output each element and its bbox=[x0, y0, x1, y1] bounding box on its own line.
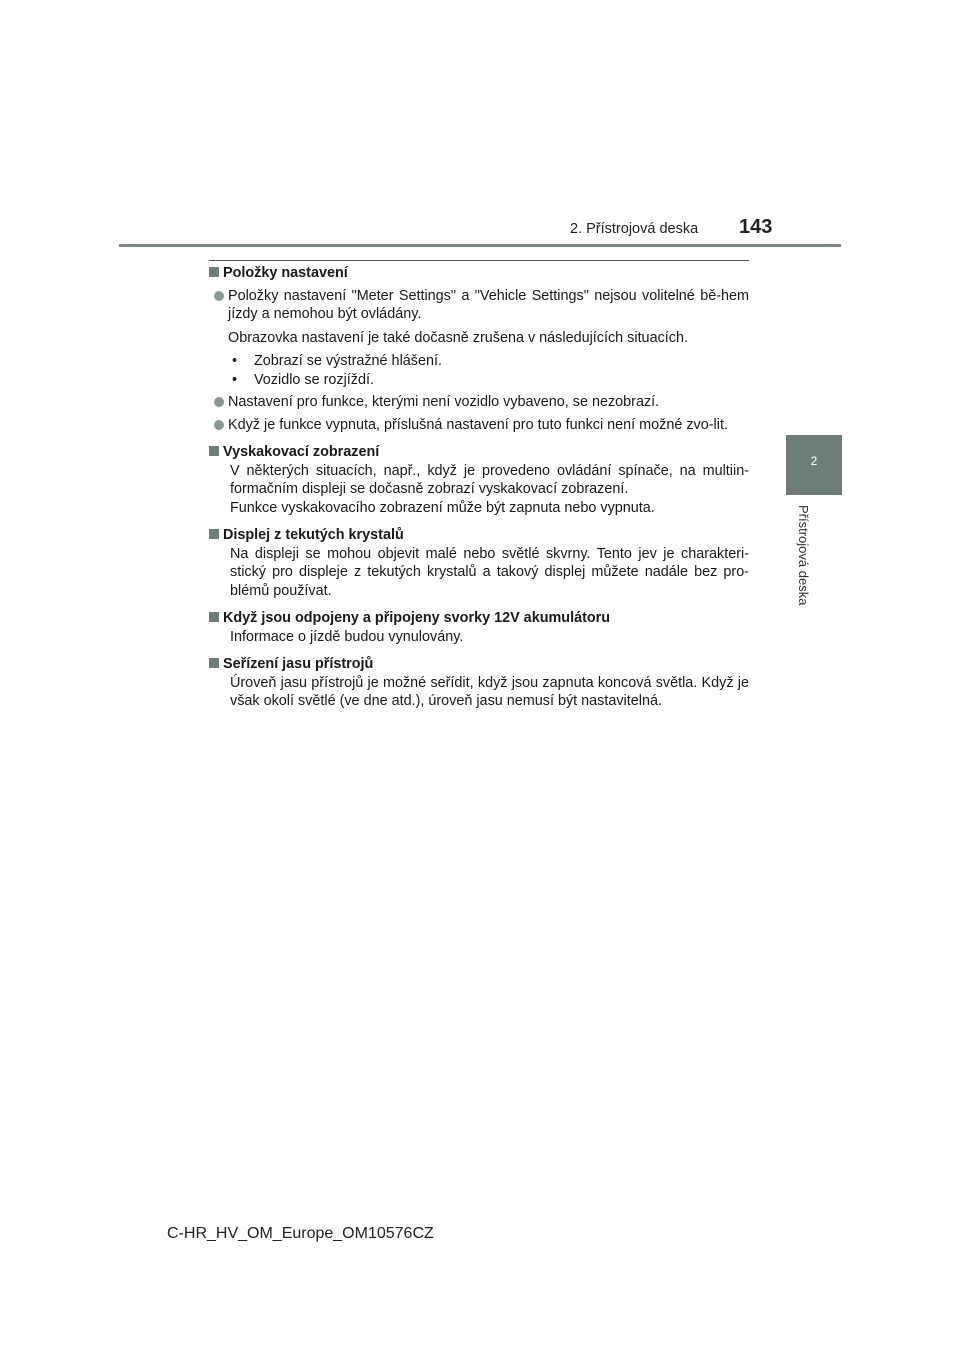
page-content bbox=[209, 264, 749, 711]
circle-bullet-icon bbox=[214, 397, 224, 407]
section-settings-items bbox=[209, 264, 749, 434]
section-title-text: Položky nastavení bbox=[223, 265, 348, 281]
header-rule bbox=[119, 244, 841, 247]
circle-bullet-icon bbox=[214, 420, 224, 430]
bullet-text: Když je funkce vypnuta, příslušná nastavení pro tuto funkci není možné zvo-lit. bbox=[228, 416, 728, 433]
section-paragraph: Funkce vyskakovacího zobrazení může být zapnuta nebo vypnuta. bbox=[230, 499, 655, 516]
section-title bbox=[209, 655, 749, 674]
section-title-text: Seřízení jasu přístrojů bbox=[223, 656, 374, 672]
section-title bbox=[209, 264, 749, 283]
square-marker-icon bbox=[209, 612, 219, 622]
page-number: 143 bbox=[739, 216, 773, 238]
bullet-item bbox=[209, 287, 749, 348]
section-title-text: Vyskakovací zobrazení bbox=[223, 444, 380, 460]
section-title bbox=[209, 526, 749, 545]
bullet-text: Položky nastavení "Meter Settings" a "Vehicle Settings" nejsou volitelné bě-hem jízdy a nemohou být ovládány. bbox=[228, 287, 749, 322]
square-marker-icon bbox=[209, 446, 219, 456]
bullet-item bbox=[209, 416, 749, 435]
section-title-text: Displej z tekutých krystalů bbox=[223, 527, 404, 543]
running-header-section: 2. Přístrojová deska bbox=[570, 221, 699, 237]
section-paragraph: Úroveň jasu přístrojů je možné seřídit, když jsou zapnuta koncová světla. Když je však okolí světlé (ve dne atd.), úroveň jasu nemusí být nastavitelná. bbox=[230, 674, 749, 709]
bullet-text: Nastavení pro funkce, kterými není vozidlo vybaveno, se nezobrazí. bbox=[228, 394, 660, 410]
square-marker-icon bbox=[209, 267, 219, 277]
square-marker-icon bbox=[209, 529, 219, 539]
section-paragraph: V některých situacích, např., když je provedeno ovládání spínače, na multiin-formačním displeji se dočasně zobrazí vyskakovací zobrazení. bbox=[230, 462, 749, 497]
dot-bullet-icon: • bbox=[232, 353, 238, 369]
list-item: • Vozidlo se rozjíždí. bbox=[232, 371, 374, 388]
document-code: C-HR_HV_OM_Europe_OM10576CZ bbox=[167, 1225, 434, 1242]
list-item: • Zobrazí se výstražné hlášení. bbox=[232, 353, 442, 369]
section-battery-terminals bbox=[209, 609, 749, 646]
section-brightness bbox=[209, 655, 749, 711]
chapter-tab-strip bbox=[786, 495, 842, 625]
chapter-tab-number: 2 bbox=[810, 454, 818, 468]
section-lcd-display bbox=[209, 526, 749, 600]
chapter-tab[interactable] bbox=[786, 435, 842, 495]
situation-list bbox=[230, 352, 749, 389]
section-title bbox=[209, 443, 749, 462]
section-popup-display bbox=[209, 443, 749, 517]
section-paragraph: Na displeji se mohou objevit malé nebo světlé skvrny. Tento jev je charakteri-stický pro displeje z tekutých krystalů a takový displej můžete nadále bez pro-blémů používat. bbox=[230, 545, 749, 599]
chapter-tab-label: Přístrojová deska bbox=[796, 505, 811, 606]
section-title-text: Když jsou odpojeny a připojeny svorky 12V akumulátoru bbox=[223, 610, 611, 626]
section-title bbox=[209, 609, 749, 628]
content-top-rule bbox=[209, 260, 749, 261]
bullet-subtext: Obrazovka nastavení je také dočasně zrušena v následujících situacích. bbox=[228, 329, 688, 346]
circle-bullet-icon bbox=[214, 291, 224, 301]
dot-bullet-icon: • bbox=[232, 371, 238, 388]
bullet-item bbox=[209, 393, 749, 412]
square-marker-icon bbox=[209, 658, 219, 668]
section-paragraph: Informace o jízdě budou vynulovány. bbox=[230, 628, 464, 645]
